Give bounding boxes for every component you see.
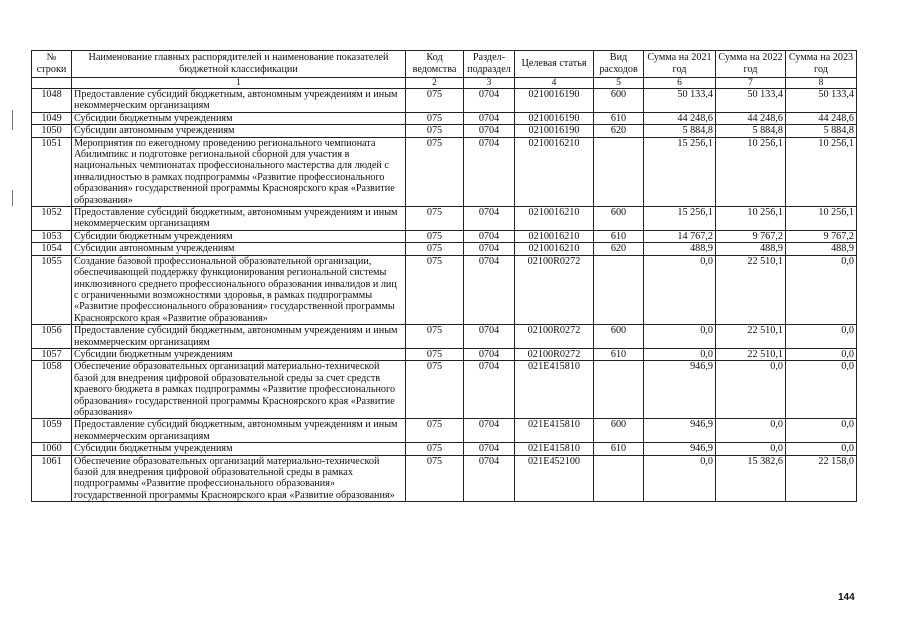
cell-department-code: 075 [406,207,464,231]
cell-section: 0704 [464,207,515,231]
cell-sum-2023: 0,0 [786,348,857,360]
cell-sum-2021: 14 767,2 [644,230,716,242]
cell-name: Субсидии автономным учреждениям [72,125,406,137]
col-number: 1 [72,78,406,89]
cell-target-item: 02100R0272 [515,255,594,324]
cell-sum-2023: 44 248,6 [786,112,857,124]
cell-name: Мероприятия по ежегодному проведению регионального чемпионата Абилимпикс и подготовке региональной сборной для участия в национальных чемпионатах профессионального мастерства для людей с инвалидностью в рамках подпрограммы «Развитие профессионального образования» государственной программы Красноярского края «Развитие образования» [72,137,406,206]
table-row [32,443,857,455]
cell-section: 0704 [464,230,515,242]
col-header-expense-type: Вид расходов [594,51,644,78]
cell-section: 0704 [464,325,515,349]
cell-sum-2022: 22 510,1 [716,325,786,349]
cell-sum-2021: 946,9 [644,361,716,419]
cell-sum-2022: 22 510,1 [716,348,786,360]
cell-section: 0704 [464,419,515,443]
cell-name: Субсидии бюджетным учреждениям [72,230,406,242]
scan-margin-mark [12,110,13,130]
cell-target-item: 0210016190 [515,112,594,124]
table-row [32,230,857,242]
cell-sum-2021: 15 256,1 [644,137,716,206]
cell-department-code: 075 [406,243,464,255]
cell-row-number: 1057 [32,348,72,360]
cell-sum-2022: 0,0 [716,443,786,455]
cell-name: Субсидии автономным учреждениям [72,243,406,255]
cell-sum-2023: 10 256,1 [786,207,857,231]
cell-expense-type: 610 [594,443,644,455]
cell-department-code: 075 [406,89,464,113]
cell-sum-2022: 0,0 [716,361,786,419]
cell-row-number: 1053 [32,230,72,242]
col-number: 8 [786,78,857,89]
col-header-sum-2022: Сумма на 2022 год [716,51,786,78]
cell-section: 0704 [464,348,515,360]
cell-section: 0704 [464,255,515,324]
cell-sum-2022: 9 767,2 [716,230,786,242]
cell-sum-2022: 5 884,8 [716,125,786,137]
cell-sum-2022: 10 256,1 [716,137,786,206]
cell-sum-2021: 0,0 [644,325,716,349]
col-header-name: Наименование главных распорядителей и наименование показателей бюджетной классификации [72,51,406,78]
header-row [32,51,857,78]
col-header-section: Раздел-подраздел [464,51,515,78]
cell-sum-2023: 0,0 [786,443,857,455]
table-row [32,125,857,137]
cell-section: 0704 [464,137,515,206]
cell-department-code: 075 [406,255,464,324]
cell-department-code: 075 [406,230,464,242]
cell-expense-type [594,137,644,206]
cell-section: 0704 [464,361,515,419]
cell-name: Субсидии бюджетным учреждениям [72,443,406,455]
cell-sum-2022: 488,9 [716,243,786,255]
col-header-sum-2023: Сумма на 2023 год [786,51,857,78]
col-header-target-item: Целевая статья [515,51,594,78]
cell-expense-type: 620 [594,243,644,255]
table-row [32,137,857,206]
cell-name: Создание базовой профессиональной образовательной организации, обеспечивающей поддержку функционирования региональной системы инклюзивного среднего профессионального образования инвалидов и лиц с ограниченными возможностями здоровья, в рамках подпрограммы «Развитие профессионального образования» государственной программы Красноярского края «Развитие образования» [72,255,406,324]
cell-sum-2023: 9 767,2 [786,230,857,242]
cell-department-code: 075 [406,137,464,206]
cell-name: Предоставление субсидий бюджетным, автономным учреждениям и иным некоммерческим организациям [72,325,406,349]
cell-sum-2021: 946,9 [644,443,716,455]
cell-sum-2021: 488,9 [644,243,716,255]
cell-sum-2023: 0,0 [786,325,857,349]
table-body [32,89,857,502]
cell-expense-type: 600 [594,419,644,443]
cell-sum-2023: 0,0 [786,255,857,324]
cell-sum-2021: 0,0 [644,455,716,502]
cell-section: 0704 [464,243,515,255]
cell-sum-2022: 50 133,4 [716,89,786,113]
cell-sum-2021: 0,0 [644,255,716,324]
cell-row-number: 1056 [32,325,72,349]
cell-target-item: 0210016210 [515,207,594,231]
col-number: 3 [464,78,515,89]
cell-sum-2023: 488,9 [786,243,857,255]
cell-name: Предоставление субсидий бюджетным, автономным учреждениям и иным некоммерческим организациям [72,207,406,231]
table-row [32,112,857,124]
cell-sum-2023: 10 256,1 [786,137,857,206]
col-number: 2 [406,78,464,89]
cell-section: 0704 [464,112,515,124]
table-row [32,455,857,502]
cell-department-code: 075 [406,455,464,502]
cell-row-number: 1050 [32,125,72,137]
cell-department-code: 075 [406,325,464,349]
cell-expense-type: 600 [594,207,644,231]
cell-target-item: 021E415810 [515,361,594,419]
cell-row-number: 1052 [32,207,72,231]
cell-sum-2021: 50 133,4 [644,89,716,113]
cell-row-number: 1058 [32,361,72,419]
page-number: 144 [838,592,855,603]
cell-row-number: 1048 [32,89,72,113]
cell-target-item: 0210016210 [515,230,594,242]
cell-name: Субсидии бюджетным учреждениям [72,112,406,124]
cell-name: Субсидии бюджетным учреждениям [72,348,406,360]
cell-name: Предоставление субсидий бюджетным, автономным учреждениям и иным некоммерческим организациям [72,89,406,113]
cell-sum-2021: 946,9 [644,419,716,443]
cell-row-number: 1060 [32,443,72,455]
cell-sum-2023: 5 884,8 [786,125,857,137]
cell-target-item: 02100R0272 [515,325,594,349]
cell-expense-type: 600 [594,89,644,113]
cell-sum-2023: 0,0 [786,361,857,419]
cell-section: 0704 [464,125,515,137]
col-number: 5 [594,78,644,89]
cell-expense-type: 620 [594,125,644,137]
cell-target-item: 0210016190 [515,89,594,113]
cell-target-item: 0210016210 [515,137,594,206]
cell-row-number: 1061 [32,455,72,502]
cell-department-code: 075 [406,419,464,443]
cell-section: 0704 [464,455,515,502]
cell-department-code: 075 [406,361,464,419]
table-row [32,207,857,231]
cell-name: Обеспечение образовательных организаций материально-технической базой для внедрения цифровой образовательной среды за счет средств краевого бюджета в рамках подпрограммы «Развитие профессионального образования» государственной программы Красноярского края «Развитие образования» [72,361,406,419]
table-row [32,419,857,443]
scan-margin-mark [12,190,13,206]
cell-expense-type: 610 [594,112,644,124]
cell-sum-2023: 50 133,4 [786,89,857,113]
table-row [32,361,857,419]
cell-sum-2022: 44 248,6 [716,112,786,124]
cell-target-item: 0210016190 [515,125,594,137]
cell-sum-2021: 5 884,8 [644,125,716,137]
cell-expense-type [594,455,644,502]
table-row [32,348,857,360]
table-row [32,89,857,113]
table-row [32,325,857,349]
cell-expense-type [594,361,644,419]
cell-sum-2022: 0,0 [716,419,786,443]
col-header-sum-2021: Сумма на 2021 год [644,51,716,78]
budget-table [31,50,857,502]
cell-sum-2021: 44 248,6 [644,112,716,124]
cell-sum-2023: 22 158,0 [786,455,857,502]
cell-name: Обеспечение образовательных организаций материально-технической базой для внедрения цифровой образовательной среды в рамках подпрограммы «Развитие профессионального образования» государственной программы Красноярского края «Развитие образования» [72,455,406,502]
cell-target-item: 021E415810 [515,419,594,443]
cell-target-item: 021E452100 [515,455,594,502]
col-header-department-code: Код ведомства [406,51,464,78]
cell-target-item: 021E415810 [515,443,594,455]
table-row [32,243,857,255]
cell-sum-2023: 0,0 [786,419,857,443]
col-number: 6 [644,78,716,89]
cell-sum-2022: 22 510,1 [716,255,786,324]
cell-row-number: 1059 [32,419,72,443]
cell-section: 0704 [464,89,515,113]
cell-section: 0704 [464,443,515,455]
cell-row-number: 1055 [32,255,72,324]
cell-expense-type: 610 [594,348,644,360]
cell-target-item: 0210016210 [515,243,594,255]
cell-name: Предоставление субсидий бюджетным, автономным учреждениям и иным некоммерческим организациям [72,419,406,443]
cell-expense-type: 600 [594,325,644,349]
cell-department-code: 075 [406,348,464,360]
cell-sum-2021: 0,0 [644,348,716,360]
cell-sum-2021: 15 256,1 [644,207,716,231]
table-row [32,255,857,324]
col-header-row-number: № строки [32,51,72,78]
column-number-row [32,78,857,89]
cell-sum-2022: 15 382,6 [716,455,786,502]
cell-department-code: 075 [406,443,464,455]
cell-target-item: 02100R0272 [515,348,594,360]
cell-expense-type [594,255,644,324]
cell-row-number: 1051 [32,137,72,206]
cell-sum-2022: 10 256,1 [716,207,786,231]
cell-row-number: 1049 [32,112,72,124]
col-number: 4 [515,78,594,89]
cell-department-code: 075 [406,112,464,124]
col-number [32,78,72,89]
cell-department-code: 075 [406,125,464,137]
col-number: 7 [716,78,786,89]
cell-expense-type: 610 [594,230,644,242]
cell-row-number: 1054 [32,243,72,255]
